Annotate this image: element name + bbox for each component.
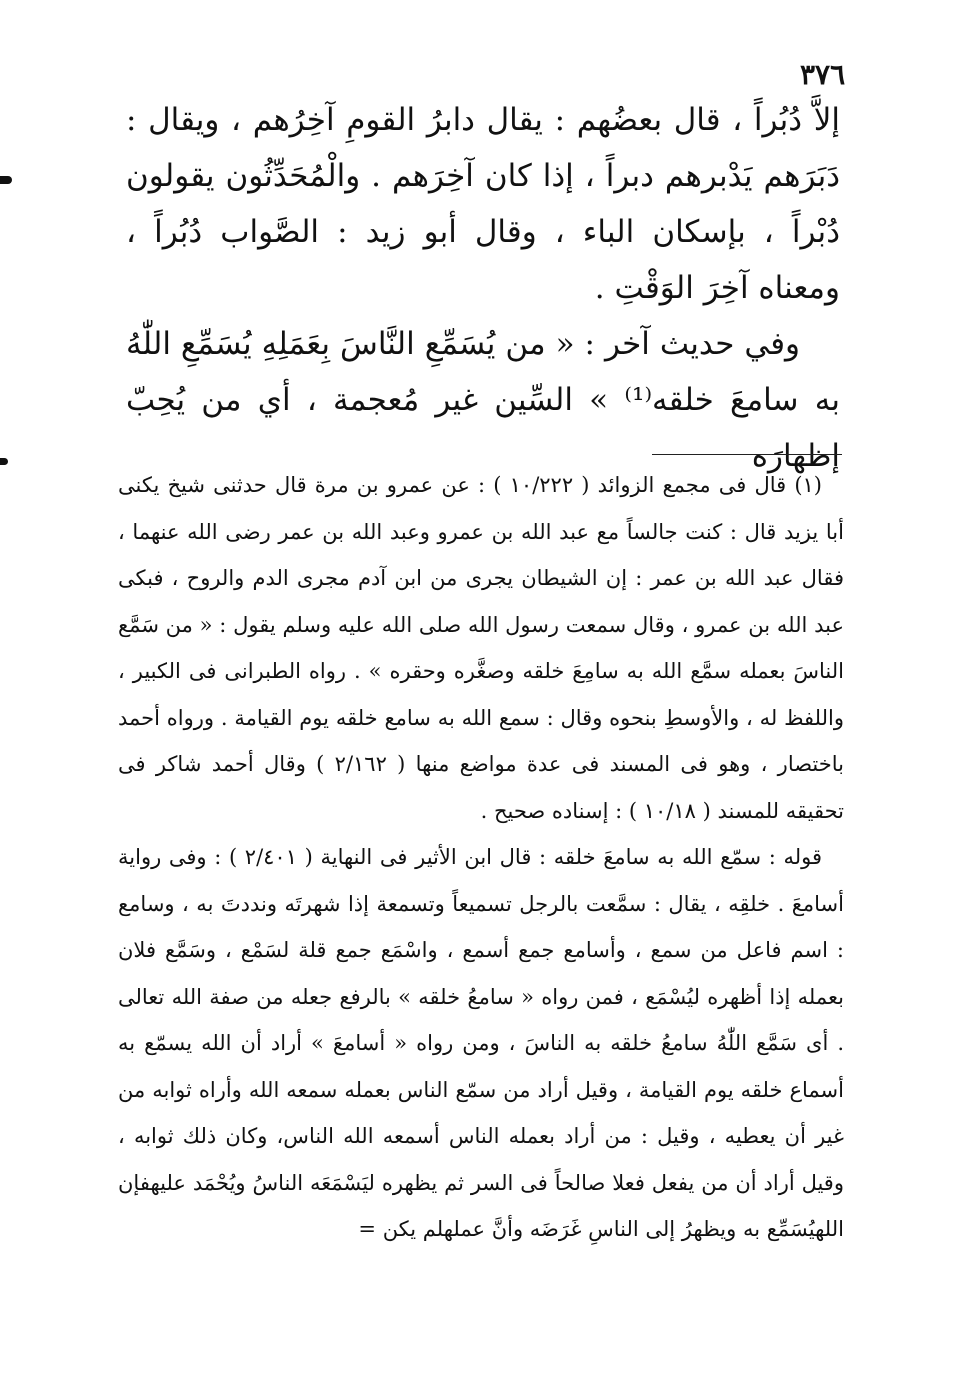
page-number: ٣٧٦	[800, 58, 846, 91]
footnote: (١) قال فى مجمع الزوائد ( ١٠/٢٢٢ ) : عن عمرو بن مرة قال حدثنى شيخ يكنى أبا يزيد قال : كنت جالساً مع عبد الله بن عمرو وعبد الله بن عمر رضى الله عنهما ، فقال عبد الله بن عمر : إن الشيطان يجرى من ابن آدم مجرى الدم والروح ، فبكى عبد الله بن عمرو ، وقال سمعت رسول الله صلى الله عليه وسلم يقول : « من سَمَّع الناسَ بعمله سمَّع الله به سامِعَ خلقه وصغَّره وحقره » . رواه الطبرانى فى الكبير ، واللفظ له ، والأوسطِ بنحوه وقال : سمع الله به سامع خلقه يوم القيامة . ورواه أحمد باختصار ، وهو فى المسند فى عدة مواضع منها ( ٢/١٦٢ ) وقال أحمد شاكر فى تحقيقه للمسند ( ١٠/١٨ ) : إسناده صحيح .	[118, 473, 844, 823]
main-paragraph: وفي حديث آخر : « من يُسَمِّعِ النَّاسَ بِعَمَلِهِ يُسَمِّعِ اللّٰهُ به سامعَ خلقه⁽¹⁾ » السِّين غير مُعجمة ، أي من يُحِبّ إظهارَه	[126, 326, 840, 474]
footnote-commentary: قوله : سمّع الله به سامعَ خلقه : قال ابن الأثير فى النهاية ( ٢/٤٠١ ) : وفى رواية أسامعَ . خلقِه ، يقال : سمَّعت بالرجل تسميعاً وتسمعة إذا شهرتَه ونددتَ به ، وسامع : اسم فاعل من سمع ، وأسامع جمع أسمع ، واسْمَع جمع قلة لسَمْع ، وسَمَّع فلان بعمله إذا أظهره ليُسْمَع ، فمن رواه « سامعُ خلقه » بالرفع جعله من صفة الله تعالى . أى سَمَّع اللّٰهُ سامعُ خلقه به الناسَ ، ومن رواه « أسامعَ » أراد أن الله يسمّع به أسماع خلقه يوم القيامة ، وقيل أراد من سمّع الناس بعمله سمعه الله وأراه ثوابه من غير أن يعطيه ، وقيل : من أراد بعمله الناس أسمعه الله الناس، وكان ذلك ثوابه ، وقيل أراد أن من يفعل فعلا صالحاً فى السر ثم يظهره ليَسْمَعَه الناسُ ويُحْمَد عليهفإن اللهيُسَمِّع به ويظهرُ إلى الناسِ غَرَضَه وأنَّ عملهلم يكن =	[118, 845, 844, 1241]
footnotes	[118, 462, 844, 1253]
main-paragraph: إلاَّ دُبُراً ، قال بعضُهم : يقال دابرُ القومِ آخِرُهم ، ويقال : دَبَرَهم يَدْبرهم دبراً ، إذا كان آخِرَهم . والْمُحَدِّثُون يقولون دُبْراً ، بإسكان الباء ، وقال أبو زيد : الصَّواب دُبُراً ، ومعناه آخِرَ الوَقْتِ .	[126, 102, 840, 306]
scan-margin-mark	[0, 458, 8, 465]
footnote-separator	[652, 454, 842, 455]
scan-margin-mark	[0, 176, 12, 184]
main-text	[126, 92, 840, 484]
